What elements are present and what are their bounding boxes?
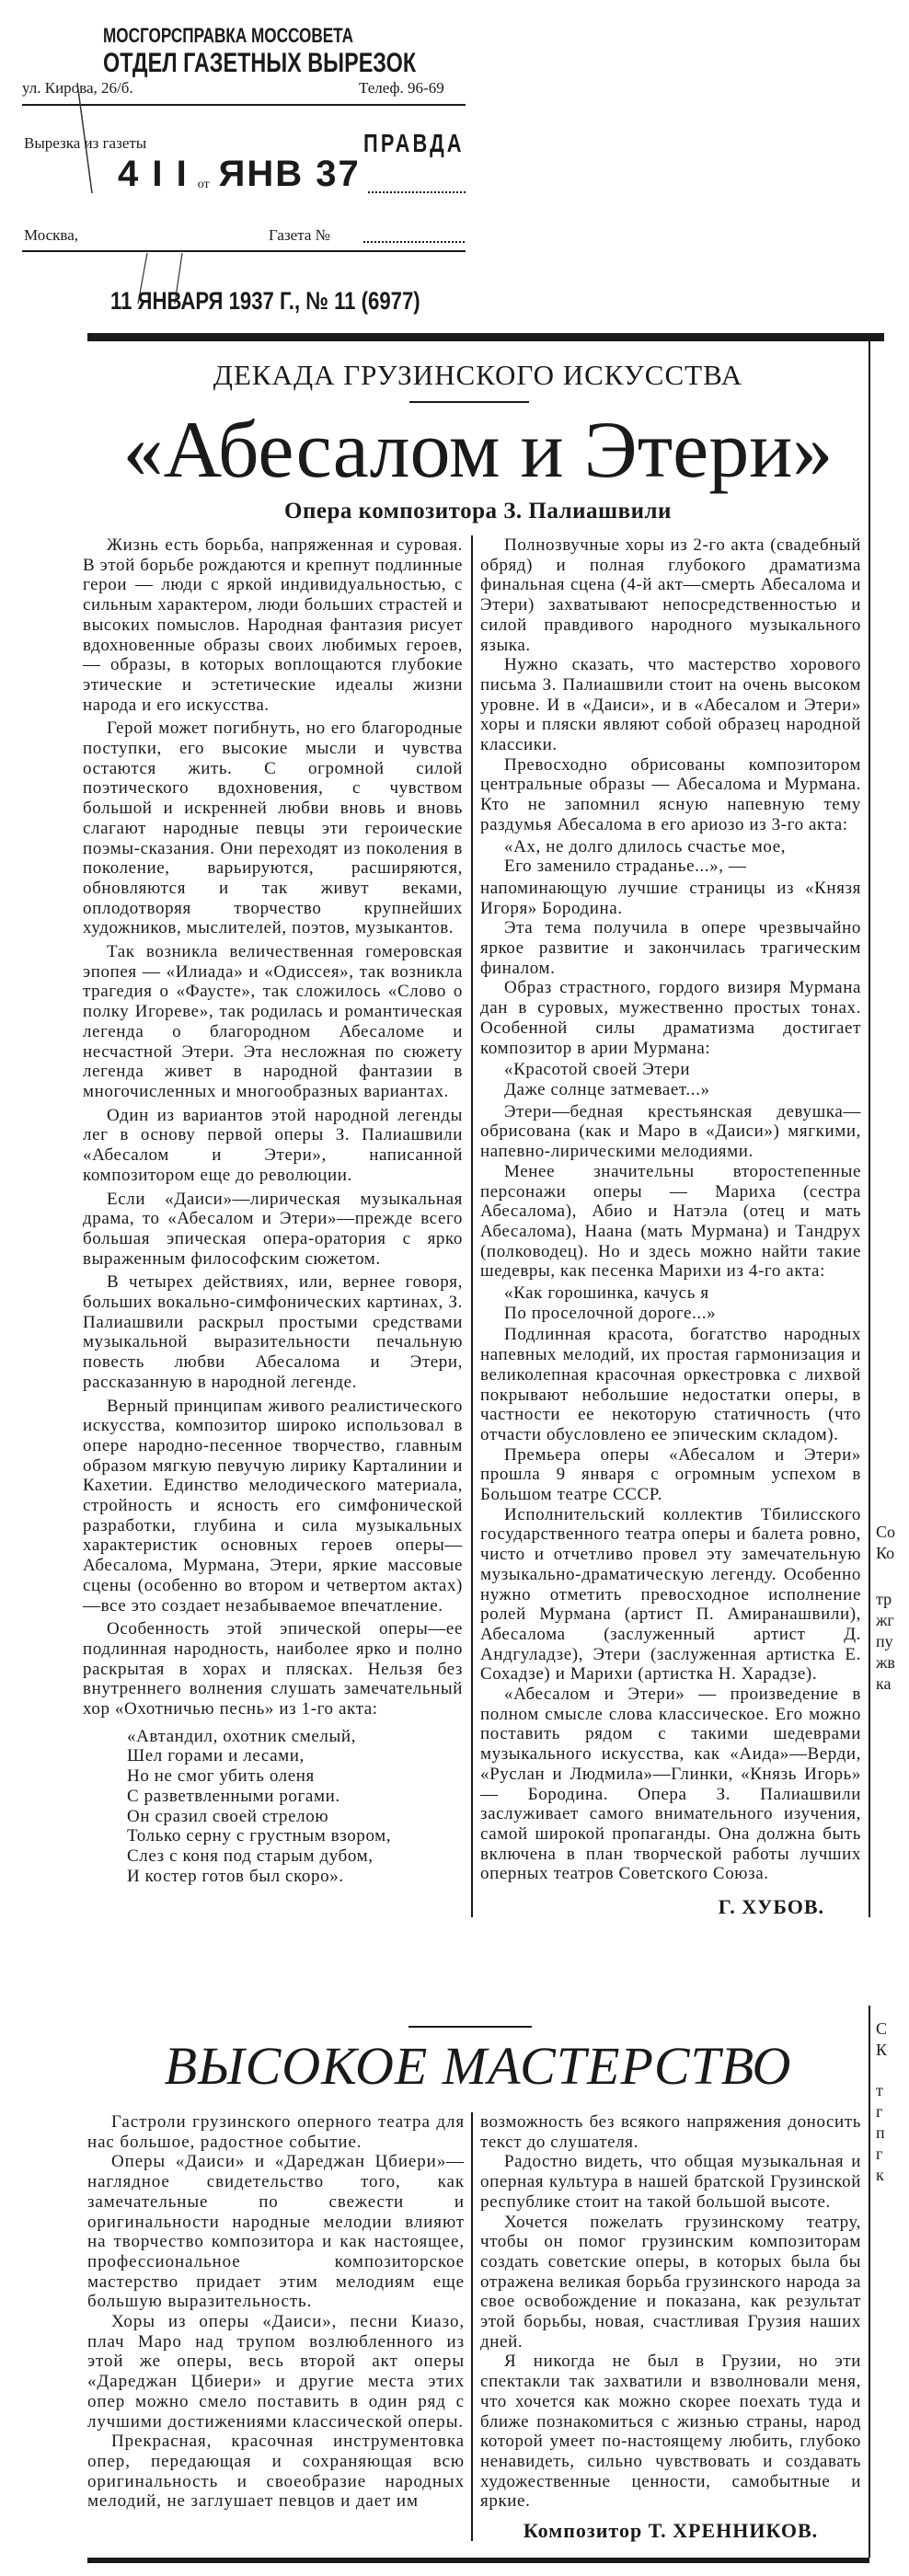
agency-name: МОСГОРСПРАВКА МОССОВЕТА: [103, 24, 353, 47]
article-title: «Абесалом и Этери»: [122, 406, 834, 495]
fragment-text: С: [876, 2019, 888, 2038]
fragment-text: жв: [876, 1653, 895, 1672]
poem-line: Слез с коня под старым дубом,: [127, 1846, 374, 1866]
fragment-text: тр: [876, 1590, 892, 1608]
poem-line: Но не смог убить оленя: [127, 1766, 315, 1787]
paragraph: «Абесалом и Этери» — произведение в полном смысле слова классическое. Его можно поставить рядом с такими шедеврами музыкального искусства, как «Аида»—Верди, «Руслан и Людмила»—Глинки, «Князь Игорь» — Бородина. Опера З. Палиашвили заслуживает самого внимательного изучения, самой широкой пропаганды. Она должна быть включена в план творческой работы лучших оперных театров Советского Союза.: [480, 1685, 861, 1884]
author-signature: Г. ХУБОВ.: [718, 1895, 824, 1919]
issue-number-label: Газета №: [269, 226, 330, 244]
poem-line: Шел горами и лесами,: [127, 1746, 305, 1766]
paragraph: Гастроли грузинского оперного театра для нас большое, радостное событие.: [87, 2112, 465, 2152]
right-column-rule: [869, 341, 870, 1917]
paragraph: Превосходно обрисованы композитором центральные образы — Абесалома и Мурмана. Кто не запомнил ясную напевную тему раздумья Абесалома в его ариозо из 3-го акта:: [480, 754, 861, 834]
right-column-rule-lower: [869, 2006, 870, 2558]
article2: [0, 2006, 909, 2567]
date-dotted-line: [368, 191, 466, 193]
paragraph: Эта тема получила в опере чрезвычайно яркое развитие и закончилась трагическим финалом.: [480, 918, 861, 978]
handwritten-pencil-marks: [74, 74, 202, 313]
paragraph: Хоры из оперы «Даиси», песни Киазо, плач Маро над трупом возлюбленного из этой же оперы, весь второй акт оперы «Дареджан Цбиери» и другие места этих опер можно смело поставить в один ряд с лучшими достижениями классической оперы.: [87, 2312, 465, 2432]
issue-date-line: 11 ЯНВАРЯ 1937 Г., № 11 (6977): [110, 287, 420, 315]
fragment-text: Ко: [876, 1544, 895, 1562]
verse-quote: [504, 1060, 861, 1099]
bureau-address: ул. Кирова, 26/б.: [22, 79, 133, 97]
paragraph: Премьера оперы «Абесалом и Этери» прошла 9 января с огромным успехом в Большом театре СССР.: [480, 1444, 861, 1505]
article-subtitle: Опера композитора З. Палиашвили: [284, 499, 672, 523]
verse-line: Его заменило страданье...», —: [504, 857, 747, 877]
rubric-divider: [409, 401, 529, 403]
poem-line: «Автандил, охотник смелый,: [127, 1726, 356, 1746]
paragraph: Так возникла величественная гомеровская эпопея — «Илиада» и «Одиссея», так возникла трагедия о «Фаусте», так сложилось «Слово о полку Игореве», так родилась и романтическая легенда о благородном Абесаломе и несчастной Этери. Эта несложная по сюжету легенда живет в народной фантазии в многочисленных и многообразных вариантах.: [83, 942, 463, 1101]
paragraph: Нужно сказать, что мастерство хорового письма З. Палиашвили стоит на очень высоком уровне. И в «Даиси», и в «Абесалом и Этери» хоры и пляски являют собой образец народной классики.: [480, 655, 861, 755]
fragment-text: т: [876, 2081, 883, 2099]
article2-column-1: [87, 2112, 465, 2512]
paragraph: Я никогда не был в Грузии, но эти спектакли так захватили и взволновали меня, что хочется как можно скорее поехать туда и ближе познакомиться с жизнью страны, народ которой умеет по-настоящему любить, глубоко ненавидеть, сильно чувствовать и создавать художественные ценности, самобытные и яркие.: [480, 2352, 861, 2512]
column-divider: [471, 535, 473, 1917]
bottom-thick-rule: [87, 2558, 869, 2563]
article-separator: [408, 2026, 532, 2028]
author-signature: Композитор Т. ХРЕННИКОВ.: [523, 2519, 819, 2543]
paragraph: Полнозвучные хоры из 2-го акта (свадебный обряд) и полная глубокого драматизма финальная сцена (4-й акт—смерть Абесалома и Этери) захватывают непосредственностью и силой правдивого народного музыкального языка.: [480, 535, 861, 655]
fragment-text: ка: [876, 1674, 892, 1693]
paragraph: напоминающую лучшие страницы из «Князя Игоря» Бородина.: [480, 878, 861, 918]
stamp-day: 4 I I: [118, 154, 189, 194]
poem-quote: [127, 1727, 463, 1887]
paragraph: Жизнь есть борьба, напряженная и суровая. В этой борьбе рождаются и крепнут подлинные герои — люди с яркой индивидуальностью, с сильным характером, люди больших страстей и высоких помыслов. Народная фантазия рисует вдохновенные образы своих любимых героев, — образы, в которых воплощаются глубокие этические и эстетические идеалы жизни народа и его искусства.: [83, 535, 463, 715]
verse-line: По проселочной дороге...»: [504, 1303, 717, 1323]
paragraph: Менее значительны второстепенные персонажи оперы — Мариха (сестра Абесалома), Абио и Натэла (отец и мать Абесалома), Наана (мать Мурмана) и Тандрух (полководец). Но и здесь можно найти такие шедевры, как песенка Марихи из 4-го акта:: [480, 1161, 861, 1282]
verse-line: Даже солнце затмевает...»: [504, 1079, 710, 1099]
poem-line: И костер готов был скоро».: [127, 1866, 344, 1886]
paragraph: Этери—бедная крестьянская девушка—обрисована (как и Маро в «Даиси») мягкими, напевно-лирическими мелодиями.: [480, 1101, 861, 1162]
from-label: от: [197, 178, 210, 191]
article2-title: ВЫСОКОЕ МАСТЕРСТВО: [164, 2036, 792, 2096]
verse-quote: [504, 1283, 861, 1323]
bureau-phone: Телеф. 96-69: [359, 79, 444, 97]
article2-column-divider: [471, 2112, 473, 2541]
verse-quote: [504, 837, 861, 877]
fragment-text: г: [876, 2102, 883, 2121]
fragment-text: п: [876, 2123, 885, 2142]
paragraph: В четырех действиях, или, вернее говоря, больших вокально-симфонических картинах, З. Палиашвили раскрыл простыми средствами музыкальной выразительности печальную повесть любви Абесалома и Этери, рассказанную в народной легенде.: [83, 1272, 463, 1392]
fragment-text: Со: [876, 1523, 896, 1541]
article1-column-2: [480, 535, 861, 1917]
paragraph: Оперы «Даиси» и «Дареджан Цбиери»—наглядное свидетельство того, как замечательные по свежести и оригинальности народные мелодии влияют на творчество композитора и как настоящее, профессиональное композиторское мастерство придает этим мелодиям еще большую выразительность.: [87, 2152, 465, 2312]
poem-line: С разветвленными рогами.: [127, 1786, 340, 1806]
fragment-text: К: [876, 2041, 888, 2059]
article-top-thick-rule: [87, 333, 884, 341]
verse-line: «Красотой своей Этери: [504, 1060, 691, 1080]
stamp-date: ЯНВ 37: [218, 154, 361, 194]
paragraph: Верный принципам живого реалистического искусства, композитор широко использовал в опере народно-песенное творчество, главным образом мягкую певучую лирику Карталинии и Кахетии. Единство мелодического материала, стройность и ясность его симфонической разработки, глубина и сила музыкальных характеристик основных героев оперы—Абесалома, Мурмана, Этери, яркие массовые сцены (особенно во втором и четвертом актах)—все это создает незабываемое впечатление.: [83, 1396, 463, 1616]
verse-line: «Как горошинка, качусь я: [504, 1283, 709, 1304]
city-label: Москва,: [24, 226, 79, 244]
paragraph: Исполнительский коллектив Тбилисского государственного театра оперы и балета ровно, чисто и отчетливо провел эту замечательную музыкально-драматическую легенду. Особенно нужно отметить превосходное исполнение ролей Мурмана (артист П. Амиранашвили), Абесалома (заслуженный артист Д. Андгуладзе), Этери (заслуженная артистка Е. Сохадзе) и Марихи (артистка Н. Харадзе).: [480, 1504, 861, 1685]
paragraph: возможность без всякого напряжения доносить текст до слушателя.: [480, 2112, 861, 2152]
article1-column-1: [83, 535, 463, 1893]
clipping-from-label: Вырезка из газеты: [24, 134, 147, 152]
fragment-text: жг: [876, 1611, 894, 1629]
poem-line: Он сразил своей стрелою: [127, 1806, 329, 1826]
newspaper-name: ПРАВДА: [363, 129, 465, 157]
issue-dotted-line: [363, 241, 465, 243]
paragraph: Подлинная красота, богатство народных напевных мелодий, их простая гармонизация и великолепная красочная оркестровка с лихвой покрывают небольшие недостатки оперы, в частности ее некоторую статичность (что отчасти обусловлено ее эпическим складом).: [480, 1325, 861, 1444]
rubric-heading: ДЕКАДА ГРУЗИНСКОГО ИСКУССТВА: [213, 359, 743, 391]
verse-line: «Ах, не долго длилось счастье мое,: [504, 836, 787, 857]
fragment-text: к: [876, 2166, 884, 2184]
article2-column-2: [480, 2112, 861, 2541]
paragraph: Прекрасная, красочная инструментовка опер, передающая и сохраняющая всю оригинальность и своеобразие народных мелодий, не заглушает певцов и дает им: [87, 2432, 465, 2512]
department-name: ОТДЕЛ ГАЗЕТНЫХ ВЫРЕЗОК: [103, 48, 417, 78]
poem-line: Только серну с грустным взором,: [127, 1826, 392, 1846]
paragraph: Особенность этой эпической оперы—ее подлинная народность, наиболее ярко и полно раскрытая в хорах и плясках. Нельзя без внутреннего волнения слушать замечательный хор «Охотничью песнь» из 1-го акта:: [83, 1619, 463, 1719]
paragraph: Хочется пожелать грузинскому театру, чтобы он помог грузинским композиторам создать советские оперы, в которых была бы отражена великая борьба грузинского народа за свое освобождение и показана, как результат этой борьбы, новая, счастливая Грузия наших дней.: [480, 2212, 861, 2352]
paragraph: Герой может погибнуть, но его благородные поступки, его высокие мысли и чувства остаются жить. С огромной силой поэтического вдохновения, с чувством большой и искренней любви вновь и вновь слагают народные певцы эти героические поэмы-сказания. Они переходят из поколения в поколение, варьируются, расширяются, обновляются и так живут веками, оплодотворяя творчество крупнейших художников, мыслителей, поэтов, музыкантов.: [83, 719, 463, 938]
paragraph: Радостно видеть, что общая музыкальная и оперная культура в нашей братской Грузинской республике стоит на такой большой высоте.: [480, 2152, 861, 2212]
paragraph: Если «Даиси»—лирическая музыкальная драма, то «Абесалом и Этери»—прежде всего большая эпическая опера-оратория с ярко выраженным философским сюжетом.: [83, 1189, 463, 1269]
fragment-text: пу: [876, 1632, 893, 1650]
paragraph: Один из вариантов этой народной легенды лег в основу первой оперы З. Палиашвили «Абесалом и Этери», написанной композитором еще до революции.: [83, 1105, 463, 1185]
fragment-text: г: [876, 2145, 883, 2163]
paragraph: Образ страстного, гордого визиря Мурмана дан в суровых, мужественно простых тонах. Особенной силы драматизма достигает композитор в арии Мурмана:: [480, 978, 861, 1058]
